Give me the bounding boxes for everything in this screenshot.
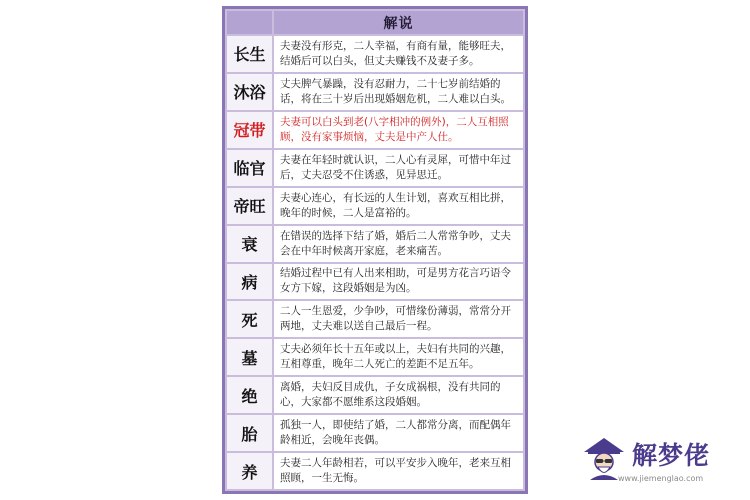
row-text-diwang: 夫妻心连心，有长远的人生计划，喜欢互相比拼，晚年的时候，二人是富裕的。 xyxy=(274,188,523,224)
row-text-muyu: 丈夫脾气暴躁，没有忍耐力，二十七岁前结婚的话，将在三十岁后出现婚姻危机，二人难以白头。 xyxy=(274,74,523,110)
row-text-bing: 结婚过程中已有人出来相助，可是男方花言巧语令女方下嫁，这段婚姻是为凶。 xyxy=(274,264,523,300)
header-title: 解说 xyxy=(274,11,523,34)
watermark-url: www.jiemenglao.com xyxy=(618,474,704,483)
row-text-shuai: 在错误的选择下结了婚，婚后二人常常争吵，丈夫会在中年时候离开家庭，老来痛苦。 xyxy=(274,226,523,262)
row-name-si: 死 xyxy=(227,301,272,337)
row-name-muyu: 沐浴 xyxy=(227,74,272,110)
row-name-diwang: 帝旺 xyxy=(227,188,272,224)
row-text-changsheng: 夫妻没有形克，二人幸福，有商有量，能够旺夫，结婚后可以白头，但丈夫赚钱不及妻子多。 xyxy=(274,36,523,72)
row-text-si: 二人一生恩爱，少争吵，可惜缘份薄弱，常常分开两地，丈夫难以送自己最后一程。 xyxy=(274,301,523,337)
header-blank-cell xyxy=(227,11,272,34)
row-text-tai: 孤独一人，即使结了婚，二人都常分离，而配偶年龄相近，会晚年丧偶。 xyxy=(274,415,523,451)
row-name-changsheng: 长生 xyxy=(227,36,272,72)
row-name-tai: 胎 xyxy=(227,415,272,451)
row-text-yang: 夫妻二人年龄相若，可以平安步入晚年，老来互相照顾，一生无悔。 xyxy=(274,453,523,489)
row-name-guandai: 冠带 xyxy=(227,112,272,148)
row-text-jue: 离婚，夫妇反目成仇，子女成祸根，没有共同的心，大家都不愿维系这段婚姻。 xyxy=(274,377,523,413)
row-text-mu: 丈夫必须年长十五年或以上，夫妇有共同的兴趣，互相尊重，晚年二人死亡的差距不足五年。 xyxy=(274,339,523,375)
row-name-bing: 病 xyxy=(227,264,272,300)
row-name-mu: 墓 xyxy=(227,339,272,375)
explanation-table xyxy=(225,9,525,491)
row-name-linguan: 临官 xyxy=(227,150,272,186)
table-frame xyxy=(222,6,528,494)
row-name-jue: 绝 xyxy=(227,377,272,413)
row-name-yang: 养 xyxy=(227,453,272,489)
row-text-guandai: 夫妻可以白头到老(八字相冲的例外)，二人互相照顾，没有家事烦恼，丈夫是中产人仕。 xyxy=(274,112,523,148)
watermark-brand: 解梦佬 xyxy=(632,441,711,470)
row-name-shuai: 衰 xyxy=(227,226,272,262)
row-text-linguan: 夫妻在年轻时就认识，二人心有灵犀，可惜中年过后，丈夫忍受不住诱惑，见异思迁。 xyxy=(274,150,523,186)
watermark xyxy=(580,432,745,494)
